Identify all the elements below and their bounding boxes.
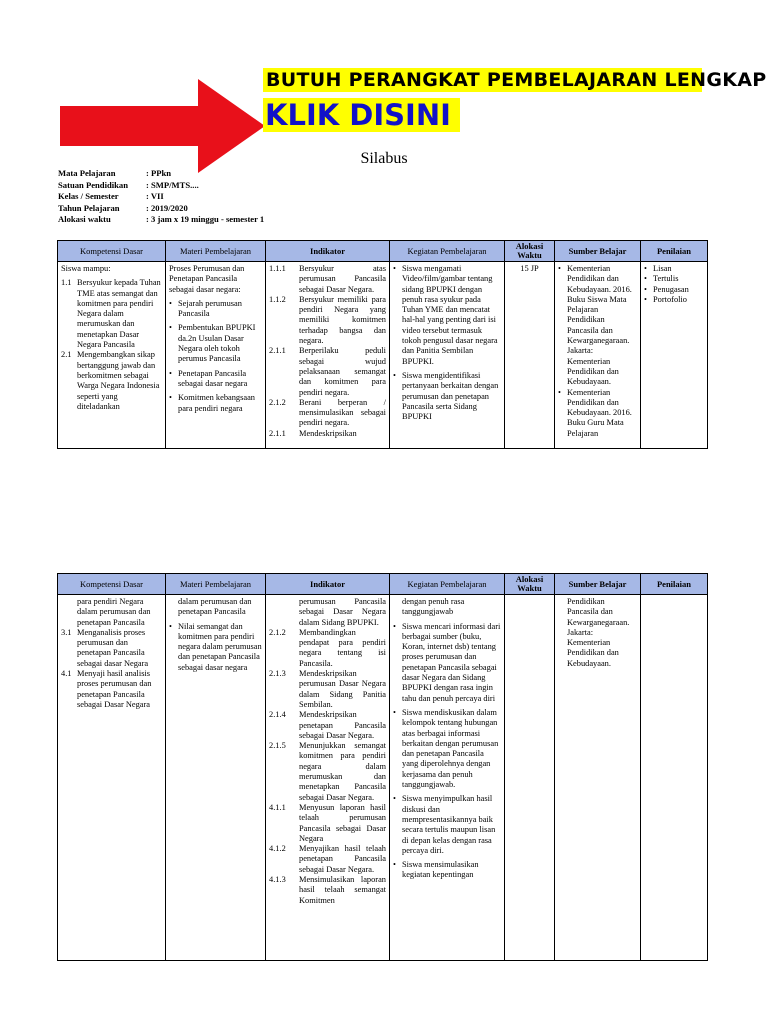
header-penilaian: Penilaian xyxy=(641,241,708,262)
list-item xyxy=(269,710,386,741)
indikator-number: 2.1.1 xyxy=(269,346,286,356)
indikator-text: Berperilaku peduli sebagai wujud pelaksanaan semangat dan komitmen para pendiri negara. xyxy=(299,346,386,397)
course-info xyxy=(58,168,264,226)
list-item xyxy=(269,398,386,429)
kd-number: 2.1 xyxy=(61,350,72,360)
list-item xyxy=(269,741,386,803)
meta-value: : PPkn xyxy=(146,168,172,178)
list-item xyxy=(269,844,386,875)
bullet-icon: • xyxy=(393,794,396,804)
list-item xyxy=(269,346,386,397)
bullet-icon: • xyxy=(558,264,561,273)
list-item xyxy=(644,264,704,274)
header-kegiatan: Kegiatan Pembelajaran xyxy=(390,241,505,262)
sumber-list xyxy=(558,264,637,439)
kd-number: 1.1 xyxy=(61,278,72,288)
bullet-icon: • xyxy=(393,707,396,717)
materi-list xyxy=(169,299,262,414)
cell-alokasi xyxy=(505,595,555,961)
meta-label: Mata Pelajaran xyxy=(58,168,116,178)
kd-continuation: para pendiri Negara dalam perumusan dan penetapan Pancasila xyxy=(77,597,151,627)
sumber-continuation: Pendidikan Pancasila dan Kewarganegaraan. Jakarta: Kementerian Pendidikan dan Kebudayaan. xyxy=(567,597,630,668)
kegiatan-continuation: dengan penuh rasa tanggungjawab xyxy=(402,597,465,617)
list-item xyxy=(644,285,704,295)
indikator-text: Menyusun laporan hasil telaah perumusan Pancasila sebagai Dasar Negara xyxy=(299,802,386,843)
header-alokasi: Alokasi Waktu xyxy=(505,241,555,262)
indikator-number: 2.1.5 xyxy=(269,741,286,751)
indikator-text: Menunjukkan semangat komitmen para pendiri negara dalam merumuskan dan menetapkan Pancasila sebagai Dasar Negara. xyxy=(299,741,386,802)
list-item xyxy=(61,278,162,350)
header-alokasi: Alokasi Waktu xyxy=(505,574,555,595)
penilaian-text: Penugasan xyxy=(653,284,689,294)
table-header-row xyxy=(58,241,708,262)
indikator-number: 4.1.2 xyxy=(269,844,286,854)
kegiatan-list xyxy=(393,264,501,422)
kd-text: Menganalisis proses perumusan dan penetapan Pancasila sebagai dasar Negara xyxy=(77,627,149,668)
kegiatan-text: Siswa mendiskusikan dalam kelompok tentang hubungan atas berbagai informasi berkaitan dengan perumusan dan penetapan Pancasila yang diperolehnya dengan kerjasama dan penuh tanggungjawab. xyxy=(402,707,499,790)
cell-sumber xyxy=(555,262,641,449)
list-item xyxy=(644,295,704,305)
indikator-text: Membandingkan pendapat para pendiri negara tentang isi Pancasila. xyxy=(299,627,386,668)
meta-value: : SMP/MTS.... xyxy=(146,179,199,190)
bullet-icon: • xyxy=(644,264,647,273)
indikator-number: 2.1.1 xyxy=(269,428,286,438)
cell-kegiatan xyxy=(390,262,505,449)
list-item xyxy=(644,274,704,284)
header-indikator: Indikator xyxy=(266,574,390,595)
table-row xyxy=(58,595,708,961)
indikator-text: Bersyukur memiliki para pendiri Negara yang memiliki komitmen terhadap bangsa dan negara. xyxy=(299,294,386,346)
penilaian-text: Lisan xyxy=(653,264,672,273)
meta-label: Alokasi waktu xyxy=(58,214,111,224)
sumber-text: Kementerian Pendidikan dan Kebudayaan. 2016. Buku Siswa Mata Pelajaran Pendidikan Pancasila dan Kewarganegaraan. Jakarta: Kementerian Pendidikan dan Kebudayaan. xyxy=(567,264,632,387)
kegiatan-text: Siswa mencari informasi dari berbagai sumber (buku, Koran, internet dsb) tentang proses perumusan dan penetapan Pancasila sebagai dasar Negara dan Sidang BPUPKI dengan rasa ingin tahu dan penuh percaya diri xyxy=(402,621,501,703)
indikator-number: 2.1.4 xyxy=(269,710,286,720)
header-kompetensi-dasar: Kompetensi Dasar xyxy=(58,241,166,262)
bullet-icon: • xyxy=(558,387,561,397)
meta-row xyxy=(58,168,264,180)
bullet-icon: • xyxy=(393,370,396,380)
bullet-icon: • xyxy=(169,323,172,333)
kegiatan-text: Siswa mengidentifikasi pertanyaan berkaitan dengan perumusan dan penetapan Pancasila serta Sidang BPUPKI xyxy=(402,370,499,422)
kegiatan-text: Siswa mengamati Video/film/gambar tentang sidang BPUPKI dengan penuh rasa syukur pada Tuhan YME dan mencatat hal-hal yang penting dari isi video tersebut termasuk tokoh pengusul dasar negara dan Panitia Sembilan BPUPKI. xyxy=(402,264,498,366)
kd-text: Bersyukur kepada Tuhan TME atas semangat dan komitmen para pendiri Negara dalam merumuskan dan menetapkan Dasar Negara Pancasila xyxy=(77,278,161,350)
meta-row xyxy=(58,191,264,203)
meta-label: Kelas / Semester xyxy=(58,191,119,201)
meta-value: : VII xyxy=(146,191,164,201)
indikator-number: 2.1.2 xyxy=(269,627,286,637)
banner-headline[interactable]: BUTUH PERANGKAT PEMBELAJARAN LENGKAP xyxy=(263,68,702,92)
list-item xyxy=(558,388,637,439)
materi-text: Penetapan Pancasila sebagai dasar negara xyxy=(178,368,248,388)
list-item xyxy=(61,628,162,669)
indikator-number: 2.1.2 xyxy=(269,397,286,407)
list-item xyxy=(269,628,386,669)
indikator-number xyxy=(269,597,299,628)
list-item xyxy=(169,622,262,673)
list-item xyxy=(269,429,386,439)
cell-indikator xyxy=(266,595,390,961)
header-indikator: Indikator xyxy=(266,241,390,262)
list-item xyxy=(269,669,386,710)
cell-kompetensi-dasar xyxy=(58,262,166,449)
indikator-text: Mendeskripsikan penetapan Pancasila sebagai Dasar Negara. xyxy=(299,710,386,740)
kd-number: 3.1 xyxy=(61,627,72,637)
list-item xyxy=(269,597,386,628)
kd-list xyxy=(61,278,162,412)
cell-materi xyxy=(166,595,266,961)
bullet-icon: • xyxy=(393,621,396,631)
list-item xyxy=(269,264,386,295)
cell-kompetensi-dasar xyxy=(58,595,166,961)
meta-value: : 3 jam x 19 minggu - semester 1 xyxy=(146,214,265,224)
indikator-text: Mendeskripsikan perumusan Dasar Negara dalam Sidang Panitia Sembilan. xyxy=(299,669,386,709)
list-item xyxy=(558,264,637,388)
bullet-icon: • xyxy=(169,393,172,403)
list-item xyxy=(61,669,162,710)
penilaian-list xyxy=(644,264,704,305)
indikator-number: 1.1.1 xyxy=(269,264,286,273)
indikator-text: Mensimulasikan laporan hasil telaah semangat Komitmen xyxy=(299,875,386,905)
list-item xyxy=(393,371,501,422)
bullet-icon: • xyxy=(169,368,172,378)
header-penilaian: Penilaian xyxy=(641,574,708,595)
bullet-icon: • xyxy=(644,284,647,294)
indikator-number: 4.1.3 xyxy=(269,875,286,885)
indikator-text: Bersyukur atas perumusan Pancasila sebagai Dasar Negara. xyxy=(299,264,386,294)
meta-row xyxy=(58,214,264,226)
header-sumber: Sumber Belajar xyxy=(555,574,641,595)
list-item xyxy=(393,860,501,881)
indikator-continuation: perumusan Pancasila sebagai Dasar Negara dalam Sidang BPUPKI. xyxy=(299,597,386,627)
sumber-text: Kementerian Pendidikan dan Kebudayaan. 2016. Buku Guru Mata Pelajaran xyxy=(567,387,632,438)
list-item xyxy=(393,794,501,856)
bullet-icon: • xyxy=(393,860,396,870)
cell-kegiatan xyxy=(390,595,505,961)
table-row xyxy=(58,262,708,449)
materi-intro: Proses Perumusan dan Penetapan Pancasila sebagai dasar negara: xyxy=(169,264,245,294)
bullet-icon: • xyxy=(644,274,647,284)
kd-intro: Siswa mampu: xyxy=(61,264,111,273)
kegiatan-list xyxy=(393,622,501,881)
materi-list xyxy=(169,622,262,673)
bullet-icon: • xyxy=(169,298,172,308)
list-item xyxy=(269,875,386,906)
indikator-text: Menyajikan hasil telaah penetapan Pancasila sebagai Dasar Negara. xyxy=(299,844,386,874)
cell-penilaian xyxy=(641,262,708,449)
list-item xyxy=(61,350,162,412)
list-item xyxy=(169,393,262,414)
penilaian-text: Portofolio xyxy=(653,294,687,304)
header-materi: Materi Pembelajaran xyxy=(166,241,266,262)
meta-value: : 2019/2020 xyxy=(146,202,188,213)
meta-label: Satuan Pendidikan xyxy=(58,179,128,190)
meta-label: Tahun Pelajaran xyxy=(58,202,120,213)
header-kompetensi-dasar: Kompetensi Dasar xyxy=(58,574,166,595)
indikator-number: 4.1.1 xyxy=(269,802,286,812)
kd-list xyxy=(61,628,162,710)
list-item xyxy=(393,708,501,790)
click-here-link[interactable]: KLIK DISINI xyxy=(263,98,460,132)
list-item xyxy=(393,264,501,367)
header-sumber: Sumber Belajar xyxy=(555,241,641,262)
cell-sumber xyxy=(555,595,641,961)
list-item xyxy=(269,803,386,844)
cell-materi xyxy=(166,262,266,449)
header-materi: Materi Pembelajaran xyxy=(166,574,266,595)
list-item xyxy=(169,369,262,390)
bullet-icon: • xyxy=(393,264,396,273)
cell-penilaian xyxy=(641,595,708,961)
table-header-row xyxy=(58,574,708,595)
kegiatan-text: Siswa menyimpulkan hasil diskusi dan mempresentasikannya baik secara tertulis maupun lisan di depan kelas dengan rasa percaya diri. xyxy=(402,794,496,855)
indikator-text: Mendeskripsikan xyxy=(299,428,357,438)
materi-text: Nilai semangat dan komitmen para pendiri negara dalam perumusan dan penetapan Pancasila sebagai dasar negara xyxy=(178,621,262,672)
bullet-icon: • xyxy=(169,621,172,631)
list-item xyxy=(169,299,262,320)
bullet-icon: • xyxy=(644,294,647,304)
indikator-text: Berani berperan / mensimulasikan sebagai pendiri negara. xyxy=(299,397,386,428)
materi-text: Pembentukan BPUPKI da.2n Usulan Dasar Negara oleh tokoh perumus Pancasila xyxy=(178,323,256,364)
cell-indikator xyxy=(266,262,390,449)
indikator-number: 1.1.2 xyxy=(269,294,286,304)
syllabus-table-1 xyxy=(57,240,708,449)
alokasi-value: 15 JP xyxy=(520,264,539,273)
materi-text: Sejarah perumusan Pancasila xyxy=(178,298,242,319)
list-item xyxy=(393,622,501,704)
materi-continuation: dalam perumusan dan penetapan Pancasila xyxy=(178,597,252,617)
kd-number: 4.1 xyxy=(61,669,72,679)
header-kegiatan: Kegiatan Pembelajaran xyxy=(390,574,505,595)
penilaian-text: Tertulis xyxy=(653,274,679,284)
materi-text: Komitmen kebangsaan para pendiri negara xyxy=(178,393,255,413)
meta-row xyxy=(58,203,264,215)
document-title: Silabus xyxy=(360,150,408,167)
kegiatan-text: Siswa mensimulasikan kegiatan kepentingan xyxy=(402,860,479,880)
kd-text: Menyaji hasil analisis proses perumusan dan penetapan Pancasila sebagai Dasar Negara xyxy=(77,669,152,709)
cell-alokasi xyxy=(505,262,555,449)
syllabus-table-2 xyxy=(57,573,708,961)
list-item xyxy=(169,323,262,364)
list-item xyxy=(269,295,386,346)
indikator-number: 2.1.3 xyxy=(269,669,286,679)
kd-text: Mengembangkan sikap bertanggung jawab dan berkomitmen sebagai Warga Negara Indonesia seperti yang diteladankan xyxy=(77,350,160,411)
meta-row xyxy=(58,180,264,192)
